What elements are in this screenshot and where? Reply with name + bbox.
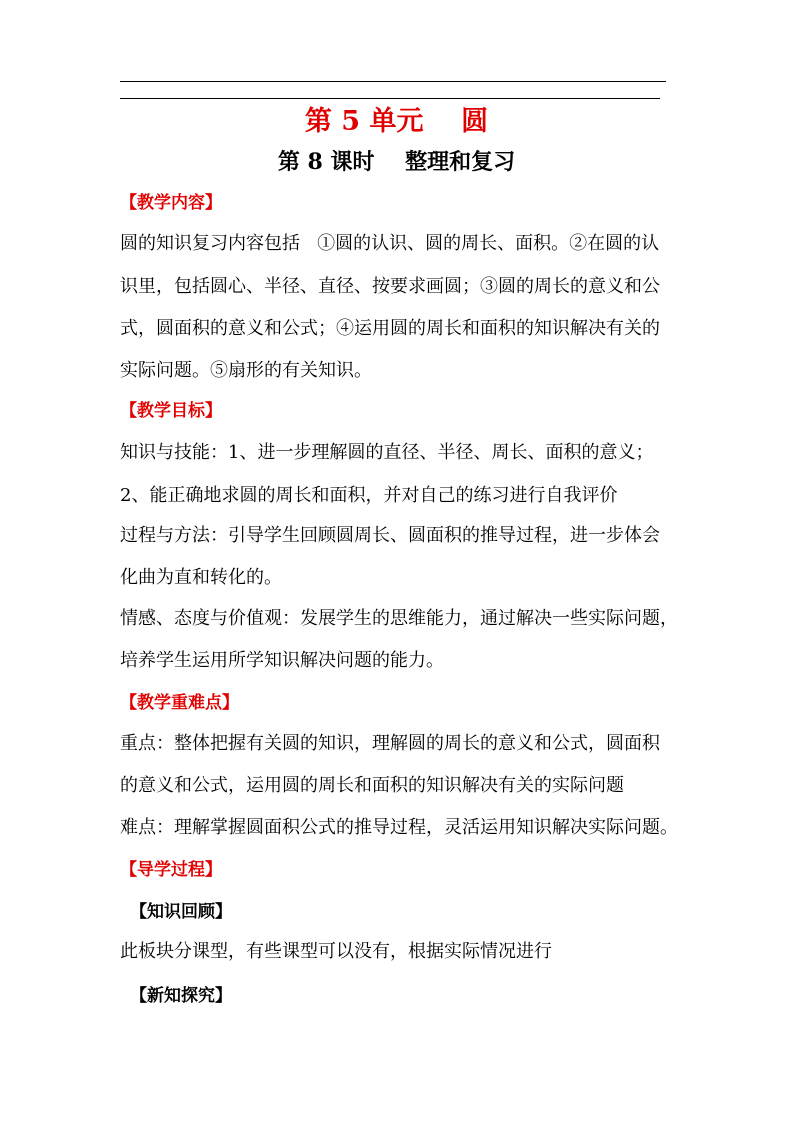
review-text: 此板块分课型，有些课型可以没有，根据实际情况进行 xyxy=(120,941,552,962)
goals-line-1: 知识与技能：1、进一步理解圆的直径、半径、周长、面积的意义； xyxy=(120,442,654,463)
content-line-1: 圆的知识复习内容包括 ①圆的认识、圆的周长、面积。②在圆的认 xyxy=(120,233,660,254)
subheading-review: 【知识回顾】 xyxy=(130,902,232,922)
goals-line-5: 情感、态度与价值观：发展学生的思维能力，通过解决一些实际问题， xyxy=(120,608,678,629)
header-rule-top xyxy=(120,81,666,82)
header-rule-bottom xyxy=(120,98,660,99)
content-line-3: 式，圆面积的意义和公式；④运用圆的周长和面积的知识解决有关的 xyxy=(120,318,660,339)
section-heading-key-points: 【教学重难点】 xyxy=(120,693,239,713)
goals-line-4: 化曲为直和转化的。 xyxy=(120,567,282,588)
key-points-line-1: 重点：整体把握有关圆的知识，理解圆的周长的意义和公式，圆面积 xyxy=(120,733,660,754)
section-heading-content: 【教学内容】 xyxy=(120,193,222,213)
section-heading-process: 【导学过程】 xyxy=(120,860,222,880)
goals-line-3: 过程与方法：引导学生回顾圆周长、圆面积的推导过程，进一步体会 xyxy=(120,525,660,546)
unit-title: 第 5 单元 圆 xyxy=(304,106,489,137)
section-heading-goals: 【教学目标】 xyxy=(120,401,222,421)
goals-line-6: 培养学生运用所学知识解决问题的能力。 xyxy=(120,650,444,671)
key-points-line-2: 的意义和公式，运用圆的周长和面积的知识解决有关的实际问题 xyxy=(120,775,624,796)
key-points-line-3: 难点：理解掌握圆面积公式的推导过程，灵活运用知识解决实际问题。 xyxy=(120,817,678,838)
content-line-4: 实际问题。⑤扇形的有关知识。 xyxy=(120,360,372,381)
lesson-title: 第 8 课时 整理和复习 xyxy=(277,149,516,175)
subheading-explore: 【新知探究】 xyxy=(130,986,232,1006)
goals-line-2: 2、能正确地求圆的周长和面积，并对自己的练习进行自我评价 xyxy=(120,485,618,506)
content-line-2: 识里，包括圆心、半径、直径、按要求画圆；③圆的周长的意义和公 xyxy=(120,276,660,297)
